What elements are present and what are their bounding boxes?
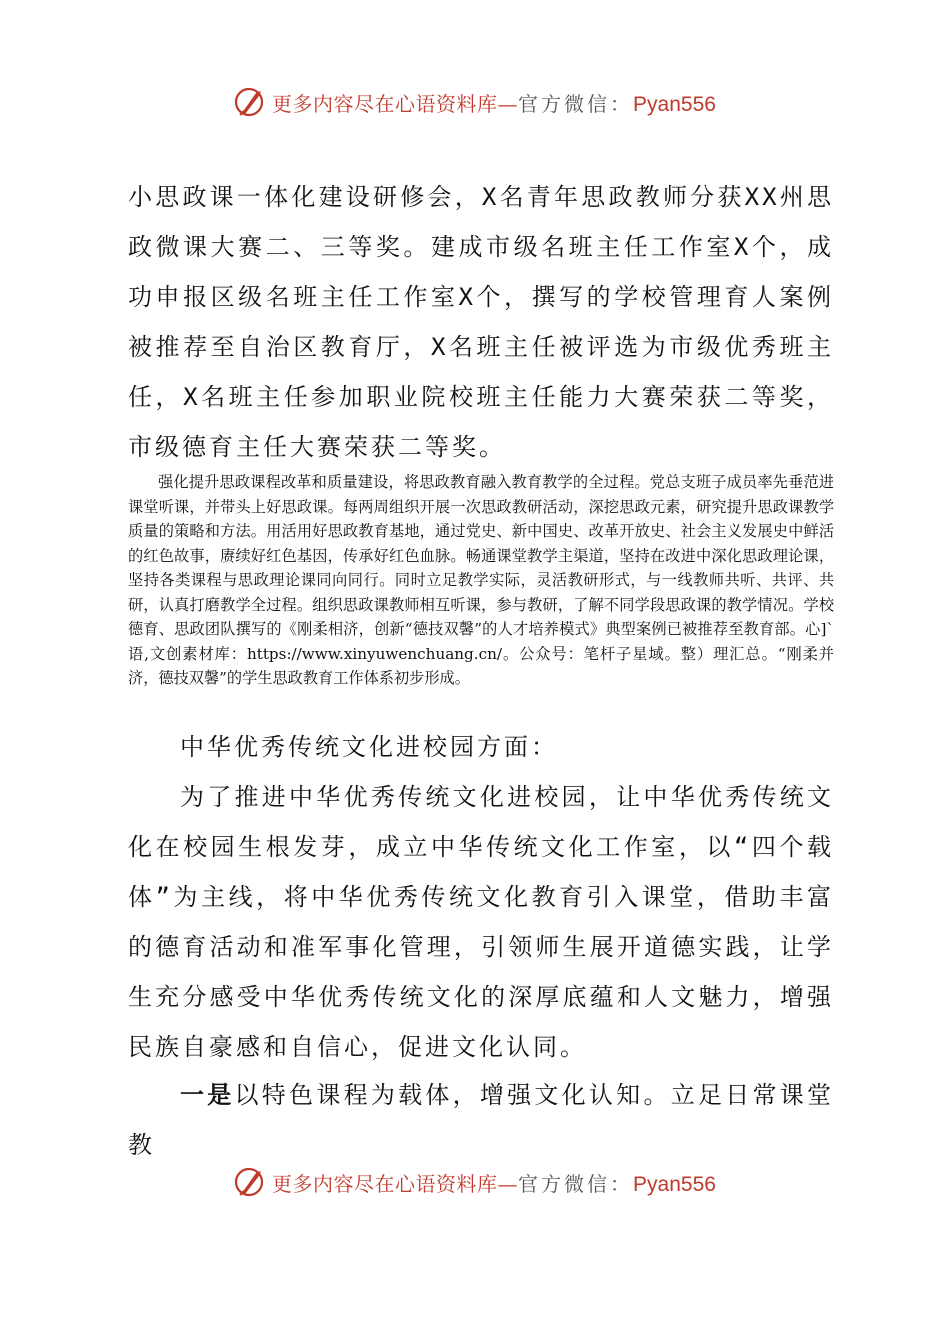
header-banner <box>0 82 950 122</box>
paragraph-3-lead: 一是 <box>180 1081 235 1109</box>
banner-wechat-id: Pyan556 <box>633 1172 716 1196</box>
small-paragraph: 强化提升思政课程改革和质量建设，将思政教育融入教育教学的全过程。党总支班子成员率先垂范进课堂听课，并带头上好思政课。每两周组织开展一次思政教研活动，深挖思政元素，研究提升思政课教学质量的策略和方法。用活用好思政教育基地，通过党史、新中国史、改革开放史、社会主义发展史中鲜活的红色故事，赓续好红色基因，传承好红色血脉。畅通课堂教学主渠道，坚持在改进中深化思政理论课，坚持各类课程与思政理论课同向同行。同时立足教学实际，灵活教研形式，与一线教师共听、共评、共研，认真打磨教学全过程。组织思政课教师相互听课，参与教研，了解不同学段思政课的教学情况。学校德育、思政团队撰写的《刚柔相济，创新“德技双馨”的人才培养模式》典型案例已被推荐至教育部。心]`语,文创素材库：https://www.xinyuwenchuang.cn/。公众号：笔杆子星域。整）理汇总。“刚柔并济，德技双馨”的学生思政教育工作体系初步形成。 <box>128 473 834 687</box>
banner-wechat-id: Pyan556 <box>633 92 716 116</box>
section-heading: 中华优秀传统文化进校园方面： <box>180 733 558 761</box>
pen-feather-logo-icon <box>234 85 268 119</box>
footer-banner <box>0 1162 950 1202</box>
paragraph-3-text: 以特色课程为载体，增强文化认知。立足日常课堂教 <box>128 1081 835 1159</box>
banner-official-label: 官方微信： <box>518 1171 634 1196</box>
paragraph-2: 为了推进中华优秀传统文化进校园，让中华优秀传统文化在校园生根发芽，成立中华传统文化工作室，以“四个载体”为主线，将中华优秀传统文化教育引入课堂，借助丰富的德育活动和准军事化管理，引领师生展开道德实践，让学生充分感受中华优秀传统文化的深厚底蕴和人文魅力，增强民族自豪感和自信心，促进文化认同。 <box>128 783 834 1061</box>
banner-official-label: 官方微信： <box>518 91 634 116</box>
banner-main-text: 更多内容尽在心语资料库 <box>272 1171 498 1196</box>
paragraph-3 <box>128 1070 834 1170</box>
pen-feather-logo-icon <box>234 1165 268 1199</box>
banner-text <box>272 88 716 117</box>
banner-text <box>272 1168 716 1197</box>
banner-dash: — <box>497 1171 519 1196</box>
paragraph-1: 小思政课一体化建设研修会，X名青年思政教师分获XX州思政微课大赛二、三等奖。建成市级名班主任工作室X个，成功申报区级名班主任工作室X个，撰写的学校管理育人案例被推荐至自治区教育厅，X名班主任被评选为市级优秀班主任，X名班主任参加职业院校班主任能力大赛荣获二等奖，市级德育主任大赛荣获二等奖。 <box>128 183 834 461</box>
banner-dash: — <box>497 91 519 116</box>
banner-main-text: 更多内容尽在心语资料库 <box>272 91 498 116</box>
